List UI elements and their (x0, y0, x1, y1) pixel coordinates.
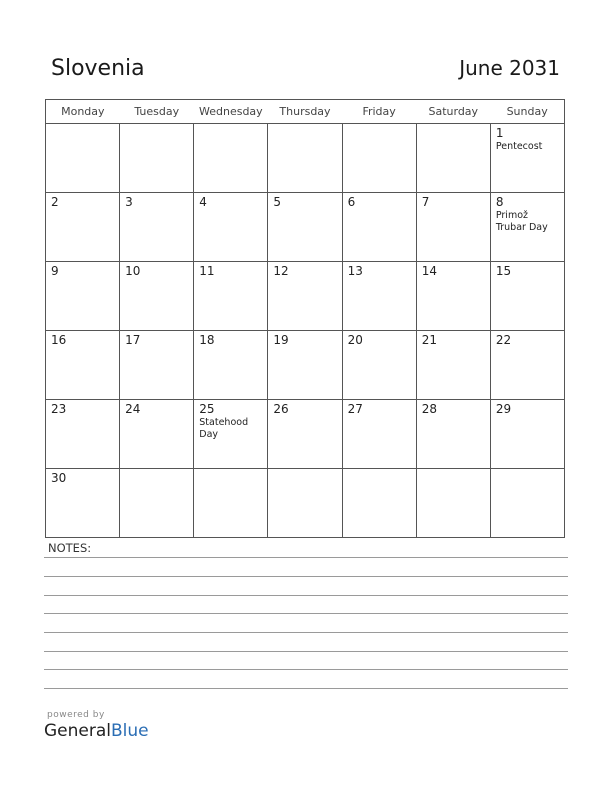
week-row (46, 331, 565, 400)
day-number: 28 (421, 402, 437, 416)
day-number: 29 (495, 402, 512, 416)
day-cell (120, 124, 194, 193)
day-number: 27 (347, 402, 363, 416)
calendar-grid (45, 99, 565, 538)
day-number: 25 (199, 402, 215, 416)
day-number: 11 (199, 264, 215, 278)
day-cell (416, 262, 490, 331)
day-cell (120, 331, 194, 400)
day-cell (416, 193, 490, 262)
holiday-label: Primož Trubar Day (495, 210, 548, 233)
brand-general: General (44, 721, 111, 741)
day-number: 2 (51, 195, 59, 209)
day-cell (194, 469, 268, 538)
day-cell (490, 193, 564, 262)
day-cell (268, 193, 342, 262)
day-number: 14 (421, 264, 437, 278)
day-cell (490, 400, 564, 469)
day-number: 20 (347, 333, 363, 347)
day-cell (342, 469, 416, 538)
day-number: 7 (421, 195, 430, 209)
day-number: 19 (273, 333, 289, 347)
weekday-header-row (46, 100, 565, 124)
powered-by-text: powered by (47, 710, 105, 720)
day-number: 6 (347, 195, 356, 209)
day-number: 24 (125, 402, 141, 416)
day-cell (120, 262, 194, 331)
day-number: 1 (495, 126, 504, 140)
day-cell (120, 400, 194, 469)
day-cell (342, 262, 416, 331)
brand-logo[interactable] (44, 721, 149, 741)
day-number: 16 (51, 333, 67, 347)
day-cell (46, 262, 120, 331)
note-line (44, 688, 568, 689)
weekday-header: Sunday (490, 100, 564, 124)
day-cell (342, 400, 416, 469)
day-cell (490, 331, 564, 400)
day-cell (46, 400, 120, 469)
day-cell (46, 469, 120, 538)
day-cell (268, 400, 342, 469)
day-cell (490, 262, 564, 331)
note-line (44, 632, 568, 633)
day-cell (490, 124, 564, 193)
day-number: 21 (421, 333, 437, 347)
notes-label: NOTES: (48, 541, 92, 555)
day-cell (46, 193, 120, 262)
weekday-header: Wednesday (194, 100, 268, 124)
day-cell (194, 400, 268, 469)
day-number: 23 (51, 402, 67, 416)
holiday-label: Statehood Day (199, 417, 249, 440)
day-cell (416, 124, 490, 193)
note-line (44, 613, 568, 614)
week-row (46, 469, 565, 538)
weekday-header: Saturday (416, 100, 490, 124)
week-row (46, 124, 565, 193)
day-number: 15 (495, 264, 512, 278)
note-line (44, 557, 568, 558)
week-row (46, 400, 565, 469)
day-cell (416, 469, 490, 538)
day-number: 30 (51, 471, 67, 485)
day-cell (490, 469, 564, 538)
day-cell (120, 469, 194, 538)
day-number: 22 (495, 333, 512, 347)
day-cell (342, 124, 416, 193)
week-row (46, 193, 565, 262)
note-line (44, 595, 568, 596)
day-cell (268, 124, 342, 193)
day-cell (46, 331, 120, 400)
day-cell (268, 262, 342, 331)
weekday-header: Tuesday (120, 100, 194, 124)
country-title: Slovenia (51, 56, 145, 81)
day-number: 3 (125, 195, 133, 209)
note-line (44, 669, 568, 670)
day-cell (194, 193, 268, 262)
day-cell (416, 400, 490, 469)
day-cell (416, 331, 490, 400)
day-cell (194, 331, 268, 400)
note-line (44, 651, 568, 652)
day-number: 26 (273, 402, 289, 416)
month-title: June 2031 (459, 56, 560, 80)
weekday-header: Friday (342, 100, 416, 124)
day-number: 8 (495, 195, 504, 209)
note-line (44, 576, 568, 577)
weekday-header: Thursday (268, 100, 342, 124)
day-cell (342, 193, 416, 262)
day-cell (120, 193, 194, 262)
day-number: 4 (199, 195, 207, 209)
holiday-label: Pentecost (495, 141, 543, 152)
day-number: 17 (125, 333, 141, 347)
day-number: 9 (51, 264, 59, 278)
day-cell (46, 124, 120, 193)
week-row (46, 262, 565, 331)
day-number: 18 (199, 333, 215, 347)
brand-blue: Blue (111, 721, 149, 741)
day-number: 10 (125, 264, 141, 278)
day-number: 13 (347, 264, 363, 278)
day-cell (342, 331, 416, 400)
day-cell (194, 124, 268, 193)
day-number: 5 (273, 195, 282, 209)
day-number: 12 (273, 264, 289, 278)
day-cell (268, 331, 342, 400)
day-cell (268, 469, 342, 538)
day-cell (194, 262, 268, 331)
weekday-header: Monday (46, 100, 120, 124)
